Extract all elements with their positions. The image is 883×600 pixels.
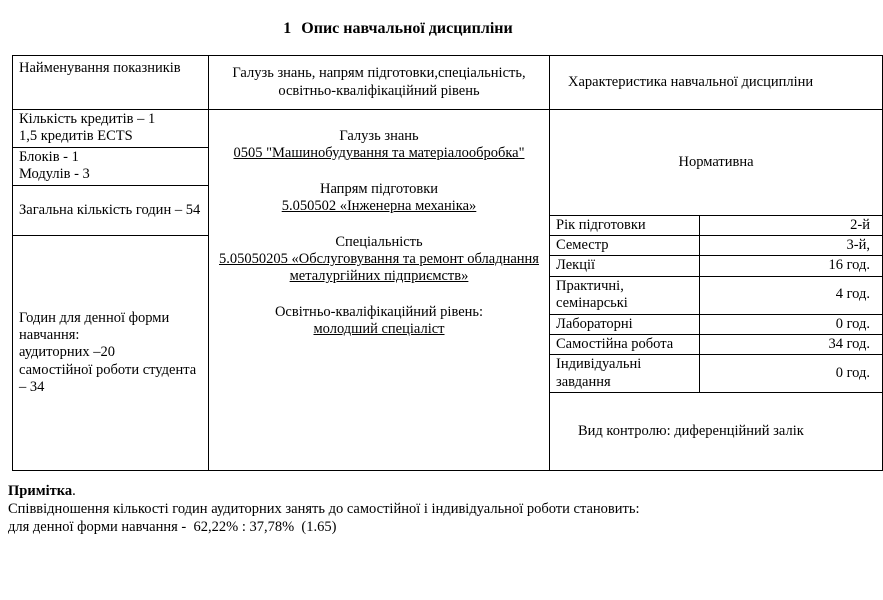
section-title bbox=[0, 20, 796, 38]
blocks-modules-cell bbox=[13, 147, 209, 185]
row-label-lectures: Лекції bbox=[550, 256, 700, 276]
row-value-lectures: 16 год. bbox=[700, 256, 883, 276]
level-label: Освітньо-кваліфікаційний рівень: bbox=[274, 303, 484, 320]
daytime-label: Годин для денної форми навчання: bbox=[19, 309, 170, 343]
total-hours: Загальна кількість годин – 54 bbox=[13, 185, 209, 235]
direction-label: Напрям підготовки bbox=[319, 180, 439, 197]
row-label-individual: Індивідуальні завдання bbox=[550, 355, 700, 393]
note-section bbox=[8, 482, 808, 536]
note-line-ratio-intro: Співвідношення кількості годин аудиторних занять до самостійної і індивідуальної роботи становить: bbox=[8, 501, 640, 517]
modules-count: Модулів - 3 bbox=[19, 166, 90, 183]
specialty-value: 5.05050205 «Обслуговування та ремонт обладнання металургійних підприємств» bbox=[219, 250, 539, 285]
row-value-practical: 4 год. bbox=[700, 276, 883, 314]
row-value-individual: 0 год. bbox=[700, 355, 883, 393]
row-label-practical: Практичні, семінарські bbox=[550, 276, 700, 314]
section-number: 1 bbox=[283, 20, 292, 37]
header-field-of-knowledge: Галузь знань, напрям підготовки,спеціальність, освітньо-кваліфікаційний рівень bbox=[209, 56, 550, 110]
row-value-year: 2-й bbox=[700, 215, 883, 235]
daytime-hours-cell bbox=[13, 235, 209, 470]
row-value-laboratory: 0 год. bbox=[700, 314, 883, 334]
direction-value: 5.050502 «Інженерна механіка» bbox=[281, 198, 477, 215]
note-title: Примітка bbox=[8, 483, 73, 499]
table-row bbox=[13, 110, 883, 148]
row-label-independent: Самостійна робота bbox=[550, 334, 700, 354]
note-line-ratio-value: для денної форми навчання - 62,22% : 37,78% (1.65) bbox=[8, 519, 337, 535]
row-value-independent: 34 год. bbox=[700, 334, 883, 354]
row-label-semester: Семестр bbox=[550, 235, 700, 255]
header-discipline-characteristics: Характеристика навчальної дисципліни bbox=[550, 56, 883, 110]
specialty-label: Спеціальність bbox=[335, 233, 423, 250]
field-value: 0505 "Машинобудування та матеріалообробка" bbox=[233, 145, 525, 162]
field-of-knowledge-cell bbox=[209, 110, 550, 471]
blocks-count: Блоків - 1 bbox=[19, 148, 79, 165]
section-title-text: Опис навчальної дисципліни bbox=[301, 20, 513, 37]
header-indicators: Найменування показників bbox=[13, 56, 209, 110]
independent-hours: самостійної роботи студента – 34 bbox=[19, 361, 197, 396]
field-label: Галузь знань bbox=[339, 128, 419, 144]
table-header-row bbox=[13, 56, 883, 110]
note-title-dot: . bbox=[72, 483, 76, 499]
level-value: молодший спеціаліст bbox=[313, 321, 445, 338]
row-label-year: Рік підготовки bbox=[550, 215, 700, 235]
discipline-description-table bbox=[12, 55, 871, 465]
control-type: Вид контролю: диференційний залік bbox=[550, 393, 883, 471]
discipline-type: Нормативна bbox=[550, 110, 883, 216]
row-label-laboratory: Лабораторні bbox=[550, 314, 700, 334]
credits-ects: 1,5 кредитів ECTS bbox=[19, 128, 133, 145]
credits-cell bbox=[13, 110, 209, 148]
credits-count: Кількість кредитів – 1 bbox=[19, 111, 156, 127]
row-value-semester: 3-й, bbox=[700, 235, 883, 255]
auditorium-hours: аудиторних –20 bbox=[19, 344, 115, 361]
